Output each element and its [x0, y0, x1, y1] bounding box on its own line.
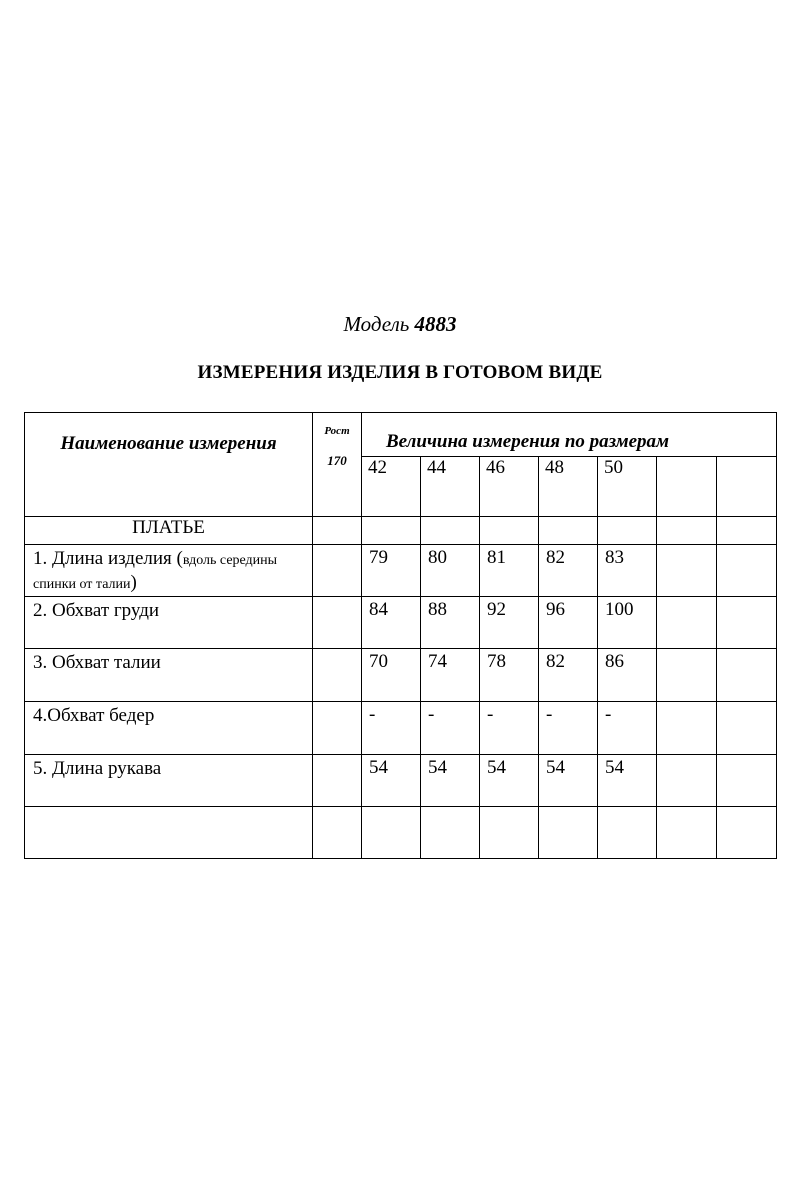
measurement-value: -: [362, 702, 421, 755]
measurement-name: [25, 702, 313, 755]
section-row: [25, 517, 777, 545]
header-growth: [313, 413, 362, 517]
measurement-value: 54: [598, 755, 657, 807]
size-header-cell: 44: [421, 457, 480, 517]
size-header-cell: 42: [362, 457, 421, 517]
measurement-value: -: [480, 702, 539, 755]
measurement-value: 74: [421, 649, 480, 702]
measurement-value: 82: [539, 545, 598, 597]
measurement-name: [25, 597, 313, 649]
measurement-value: -: [539, 702, 598, 755]
table-header-row: [25, 413, 777, 457]
table-row: [25, 702, 777, 755]
empty-cell: [598, 517, 657, 545]
measurement-value: -: [421, 702, 480, 755]
empty-cell: [421, 807, 480, 859]
growth-cell: [313, 545, 362, 597]
empty-cell: [421, 517, 480, 545]
empty-cell: [313, 807, 362, 859]
measurement-name: [25, 545, 313, 597]
empty-cell: [657, 517, 717, 545]
document-title: ИЗМЕРЕНИЯ ИЗДЕЛИЯ В ГОТОВОМ ВИДЕ: [197, 362, 603, 383]
measurement-value: [657, 649, 717, 702]
empty-cell: [598, 807, 657, 859]
empty-cell: [25, 807, 313, 859]
measurement-name-text: 3. Обхват талии: [33, 652, 161, 673]
measurement-name: [25, 755, 313, 807]
empty-cell: [313, 517, 362, 545]
measurement-value: 54: [539, 755, 598, 807]
model-number: 4883: [414, 312, 457, 336]
section-label: ПЛАТЬЕ: [25, 517, 313, 545]
size-header-cell: [657, 457, 717, 517]
measurement-name-text: 5. Длина рукава: [33, 758, 162, 779]
measurement-value: 86: [598, 649, 657, 702]
measurement-value: 81: [480, 545, 539, 597]
growth-cell: [313, 755, 362, 807]
measurement-value: [717, 649, 777, 702]
measurement-value: 79: [362, 545, 421, 597]
measurement-value: 88: [421, 597, 480, 649]
measurement-value: [717, 545, 777, 597]
measurements-table: [24, 412, 777, 859]
growth-cell: [313, 597, 362, 649]
measurement-note: вдоль середины спинки от талии: [33, 553, 278, 592]
empty-cell: [717, 807, 777, 859]
measurement-value: 82: [539, 649, 598, 702]
measurement-value: 96: [539, 597, 598, 649]
measurement-value: [717, 755, 777, 807]
header-growth-label: Рост: [324, 425, 350, 437]
size-header-cell: 46: [480, 457, 539, 517]
empty-cell: [362, 807, 421, 859]
measurement-value: [717, 597, 777, 649]
empty-cell: [657, 807, 717, 859]
table-row: [25, 597, 777, 649]
measurement-value: [657, 755, 717, 807]
measurement-value: [657, 702, 717, 755]
measurement-value: [657, 597, 717, 649]
measurement-value: [717, 702, 777, 755]
size-header-cell: [717, 457, 777, 517]
measurement-value: 78: [480, 649, 539, 702]
model-line: [0, 312, 800, 337]
measurement-name-end: ): [130, 571, 137, 593]
measurement-value: 84: [362, 597, 421, 649]
growth-cell: [313, 649, 362, 702]
measurement-name-text: 2. Обхват груди: [33, 600, 160, 621]
growth-cell: [313, 702, 362, 755]
empty-cell: [717, 517, 777, 545]
table-row: [25, 649, 777, 702]
measurement-name-text: 1. Длина изделия (: [33, 548, 183, 569]
table-row: [25, 755, 777, 807]
measurement-value: 70: [362, 649, 421, 702]
empty-cell: [539, 807, 598, 859]
header-measurement-name: Наименование измерения: [25, 413, 313, 517]
measurement-value: 54: [362, 755, 421, 807]
measurement-value: -: [598, 702, 657, 755]
empty-cell: [480, 807, 539, 859]
empty-cell: [480, 517, 539, 545]
header-sizes-label: Величина измерения по размерам: [362, 413, 777, 457]
size-header-cell: 50: [598, 457, 657, 517]
measurement-value: 100: [598, 597, 657, 649]
measurement-value: 54: [480, 755, 539, 807]
measurement-value: 80: [421, 545, 480, 597]
empty-row: [25, 807, 777, 859]
measurement-name-text: 4.Обхват бедер: [33, 705, 155, 726]
model-label: Модель: [343, 312, 410, 336]
measurement-value: 54: [421, 755, 480, 807]
empty-cell: [539, 517, 598, 545]
measurement-name: [25, 649, 313, 702]
header-growth-value: 170: [327, 453, 347, 468]
table-row: [25, 545, 777, 597]
empty-cell: [362, 517, 421, 545]
measurement-value: [657, 545, 717, 597]
measurement-value: 92: [480, 597, 539, 649]
size-header-cell: 48: [539, 457, 598, 517]
measurement-value: 83: [598, 545, 657, 597]
